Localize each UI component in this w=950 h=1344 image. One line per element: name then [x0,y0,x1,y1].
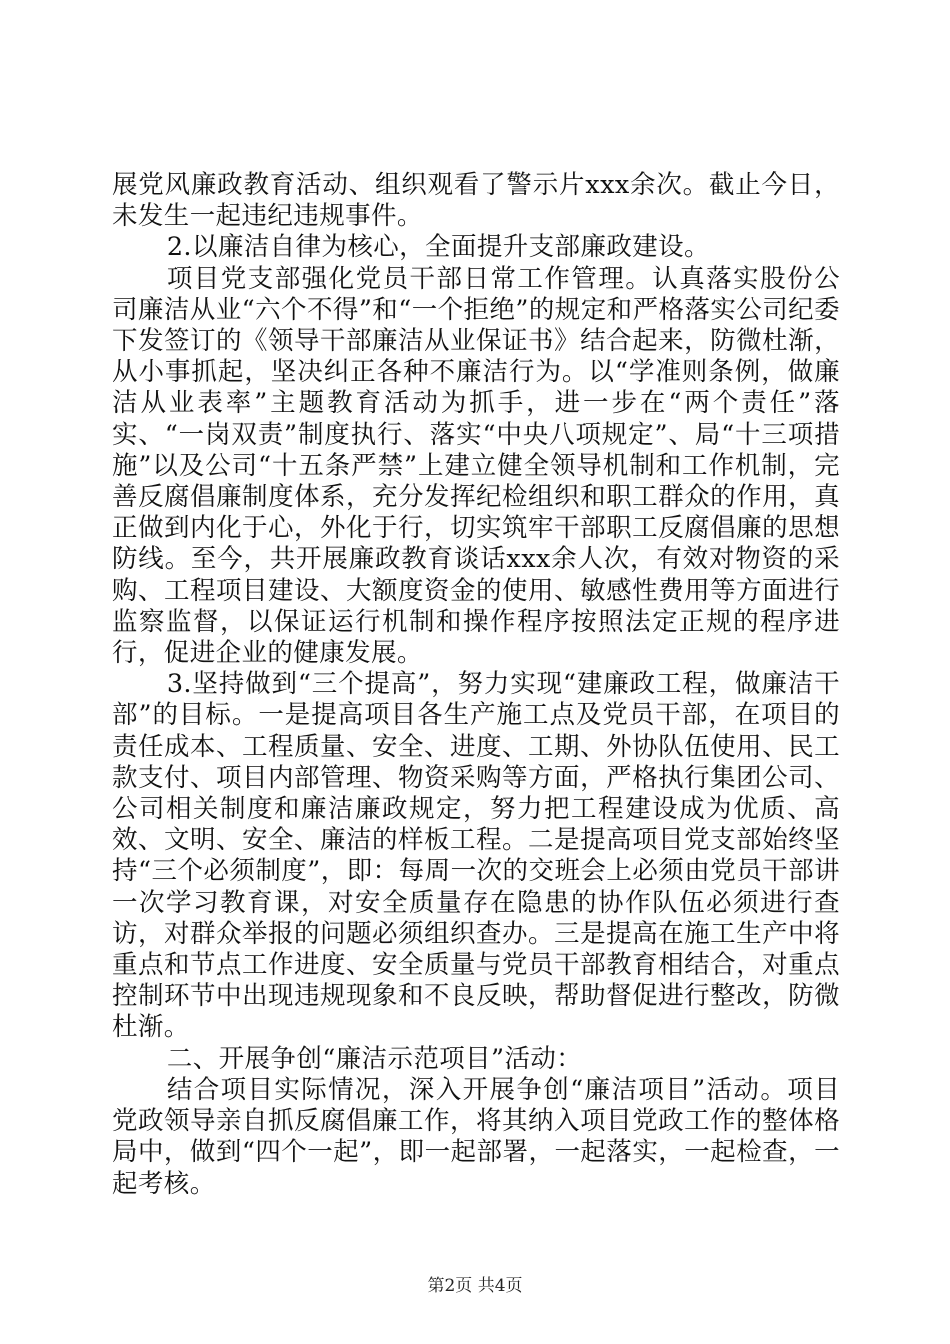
paragraph-part-two-heading: 二、开展争创“廉洁示范项目”活动： [166,1043,583,1074]
paragraph-clean-project-activity: 结合项目实际情况，深入开展争创“廉洁项目”活动。项目党政领导亲自抓反腐倡廉工作，将其纳入项目党政工作的整体格局中，做到“四个一起”，即一起部署，一起落实，一起检查，一起考核。 [112,1074,840,1199]
paragraph-party-branch-management: 项目党支部强化党员干部日常工作管理。认真落实股份公司廉洁从业“六个不得”和“一个拒绝”的规定和严格落实公司纪委下发签订的《领导干部廉洁从业保证书》结合起来，防微杜渐，从小事抓起，坚决纠正各种不廉洁行为。以“学准则条例，做廉洁从业表率”主题教育活动为抓手，进一步在“两个责任”落实、“一岗双责”制度执行、落实“中央八项规定”、局“十三项措施”以及公司“十五条严禁”上建立健全领导机制和工作机制，完善反腐倡廉制度体系，充分发挥纪检组织和职工群众的作用，真正做到内化于心，外化于行，切实筑牢干部职工反腐倡廉的思想防线。至今，共开展廉政教育谈话xxx余人次，有效对物资的采购、工程项目建设、大额度资金的使用、敏感性费用等方面进行监察监督，以保证运行机制和操作程序按照法定正规的程序进行，促进企业的健康发展。 [112,263,840,669]
page-footer: 第2页 共4页 [427,1276,523,1296]
paragraph-continuation: 展党风廉政教育活动、组织观看了警示片xxx余次。截止今日，未发生一起违纪违规事件。 [112,170,840,232]
document-body [112,170,840,1200]
paragraph-section-2-heading: 2.以廉洁自律为核心，全面提升支部廉政建设。 [166,232,710,263]
paragraph-section-3: 3.坚持做到“三个提高”，努力实现“建廉政工程，做廉洁干部”的目标。一是提高项目各生产施工点及党员干部，在项目的责任成本、工程质量、安全、进度、工期、外协队伍使用、民工款支付、项目内部管理、物资采购等方面，严格执行集团公司、公司相关制度和廉洁廉政规定，努力把工程建设成为优质、高效、文明、安全、廉洁的样板工程。二是提高项目党支部始终坚持“三个必须制度”，即：每周一次的交班会上必须由党员干部讲一次学习教育课，对安全质量存在隐患的协作队伍必须进行查访，对群众举报的问题必须组织查办。三是提高在施工生产中将重点和节点工作进度、安全质量与党员干部教育相结合，对重点控制环节中出现违规现象和不良反映，帮助督促进行整改，防微杜渐。 [112,669,840,1043]
